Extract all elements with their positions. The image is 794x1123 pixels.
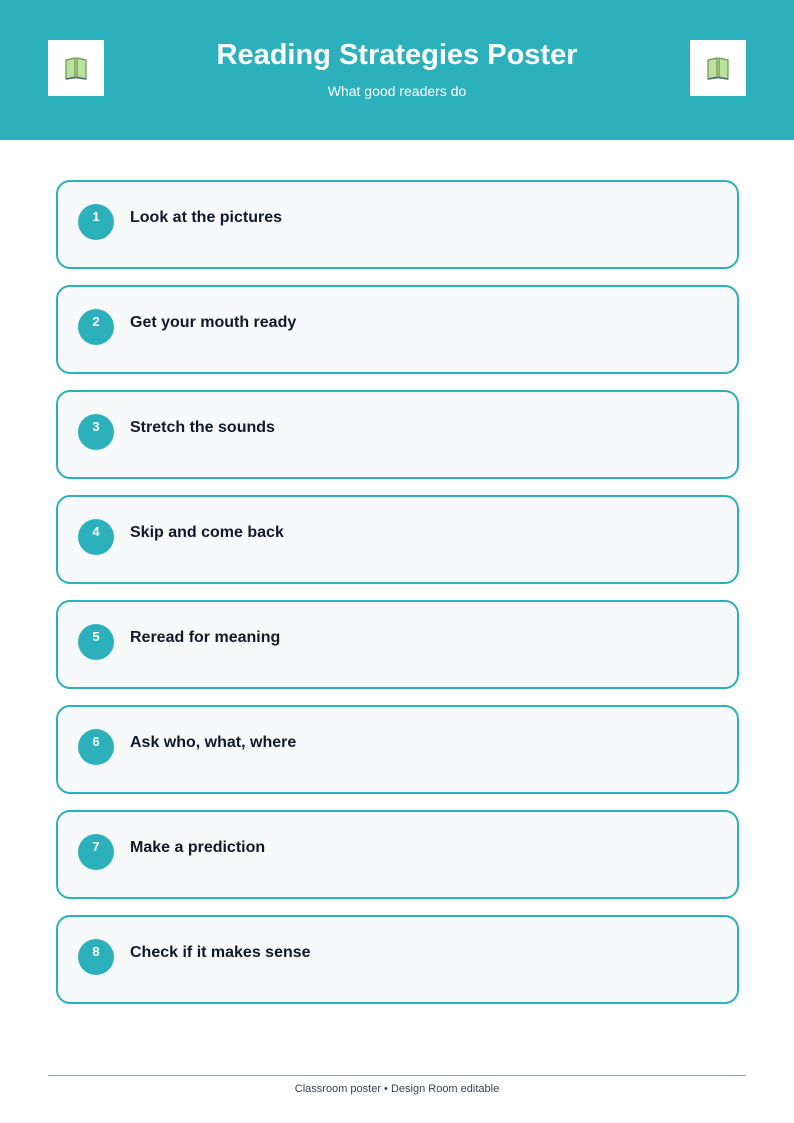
strategy-label: Reread for meaning xyxy=(130,629,281,646)
strategy-card-8 xyxy=(56,915,739,1004)
poster-header xyxy=(0,0,794,140)
strategy-card-2 xyxy=(56,285,739,374)
strategy-label: Skip and come back xyxy=(130,524,284,541)
header-badge-right xyxy=(690,40,746,96)
strategy-card-5 xyxy=(56,600,739,689)
page-subtitle: What good readers do xyxy=(327,83,467,99)
strategy-number: 3 xyxy=(78,414,114,450)
strategy-number: 2 xyxy=(78,309,114,345)
strategy-card-3 xyxy=(56,390,739,479)
strategy-number: 6 xyxy=(78,729,114,765)
strategy-list xyxy=(56,180,739,1020)
strategy-label: Stretch the sounds xyxy=(130,419,275,436)
strategy-number: 8 xyxy=(78,939,114,975)
strategy-label: Get your mouth ready xyxy=(130,314,297,331)
strategy-number: 4 xyxy=(78,519,114,555)
strategy-number: 1 xyxy=(78,204,114,240)
strategy-card-7 xyxy=(56,810,739,899)
footer-text: Classroom poster • Design Room editable xyxy=(294,1083,500,1095)
page-title: Reading Strategies Poster xyxy=(216,39,578,71)
footer-divider xyxy=(48,1075,746,1076)
strategy-label: Make a prediction xyxy=(130,839,266,856)
strategy-card-4 xyxy=(56,495,739,584)
strategy-label: Check if it makes sense xyxy=(130,944,311,961)
strategy-number: 5 xyxy=(78,624,114,660)
strategy-card-1 xyxy=(56,180,739,269)
strategy-card-6 xyxy=(56,705,739,794)
book-icon xyxy=(704,54,732,82)
strategy-label: Ask who, what, where xyxy=(130,734,297,751)
strategy-label: Look at the pictures xyxy=(130,209,283,226)
strategy-number: 7 xyxy=(78,834,114,870)
